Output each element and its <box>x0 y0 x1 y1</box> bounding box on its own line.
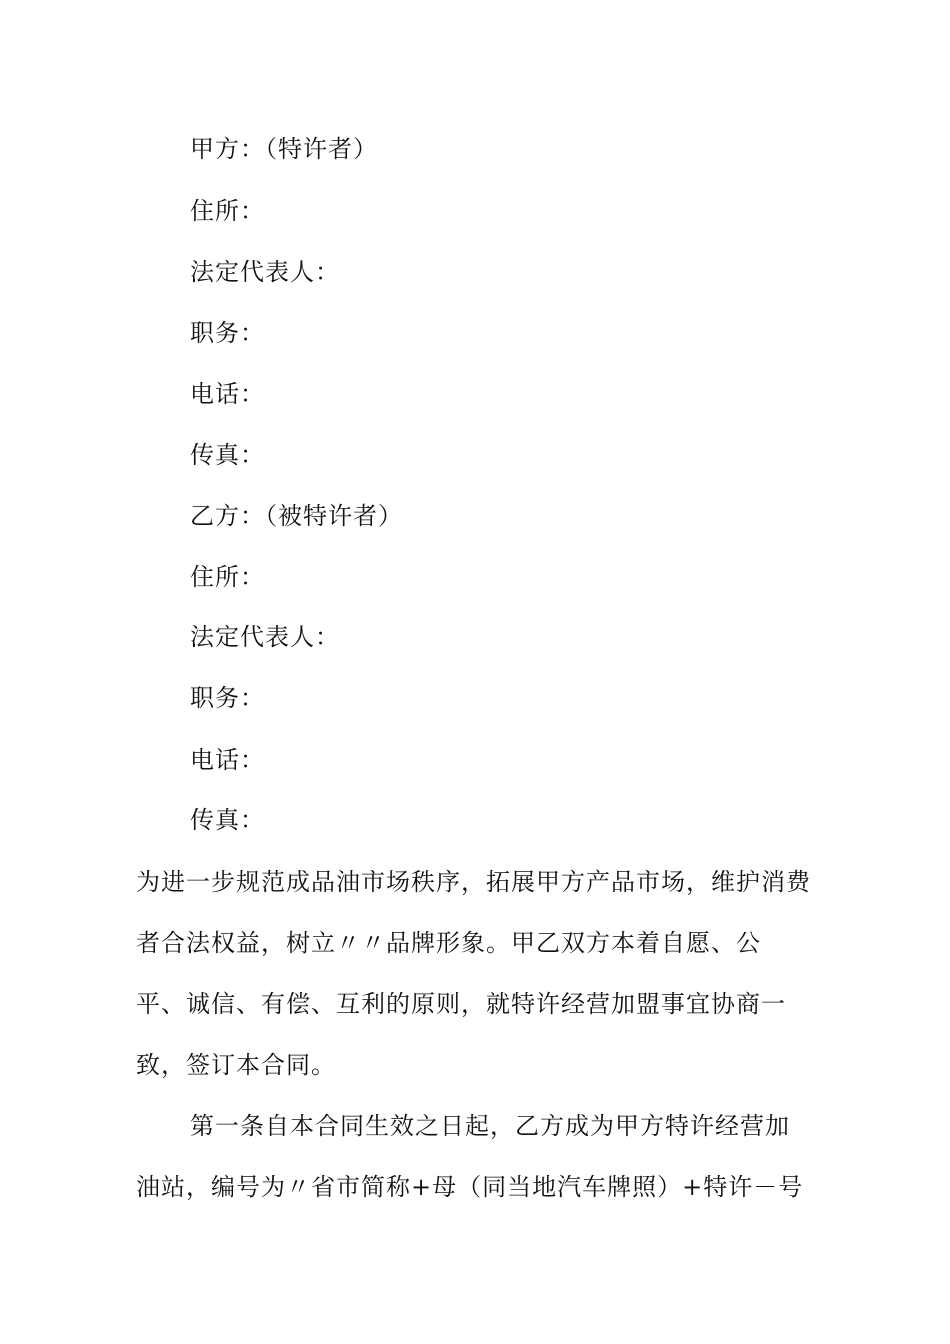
party-b-position-label: 职务： <box>190 684 265 712</box>
party-b-heading: 乙方：（被特许者） <box>190 502 403 530</box>
preamble-line: 致，签订本合同。 <box>136 1051 336 1079</box>
party-b-address-label: 住所： <box>190 563 265 591</box>
party-a-representative-label: 法定代表人： <box>190 258 340 286</box>
party-a-heading: 甲方：（特许者） <box>190 135 378 163</box>
preamble-line: 者合法权益，树立〃〃品牌形象。甲乙双方本着自愿、公 <box>136 929 761 957</box>
party-a-position-label: 职务： <box>190 319 265 347</box>
party-b-phone-label: 电话： <box>190 746 265 774</box>
party-b-representative-label: 法定代表人： <box>190 623 340 651</box>
party-a-fax-label: 传真： <box>190 441 265 469</box>
party-b-fax-label: 传真： <box>190 806 265 834</box>
article-1-line: 第一条自本合同生效之日起，乙方成为甲方特许经营加 <box>190 1112 790 1140</box>
article-1-line: 油站，编号为〃省市简称+母（同当地汽车牌照）+特许－号 <box>136 1173 804 1201</box>
party-a-address-label: 住所： <box>190 197 265 225</box>
preamble-line: 平、诚信、有偿、互利的原则，就特许经营加盟事宜协商一 <box>136 990 786 1018</box>
preamble-line: 为进一步规范成品油市场秩序，拓展甲方产品市场，维护消费 <box>136 868 811 896</box>
party-a-phone-label: 电话： <box>190 380 265 408</box>
